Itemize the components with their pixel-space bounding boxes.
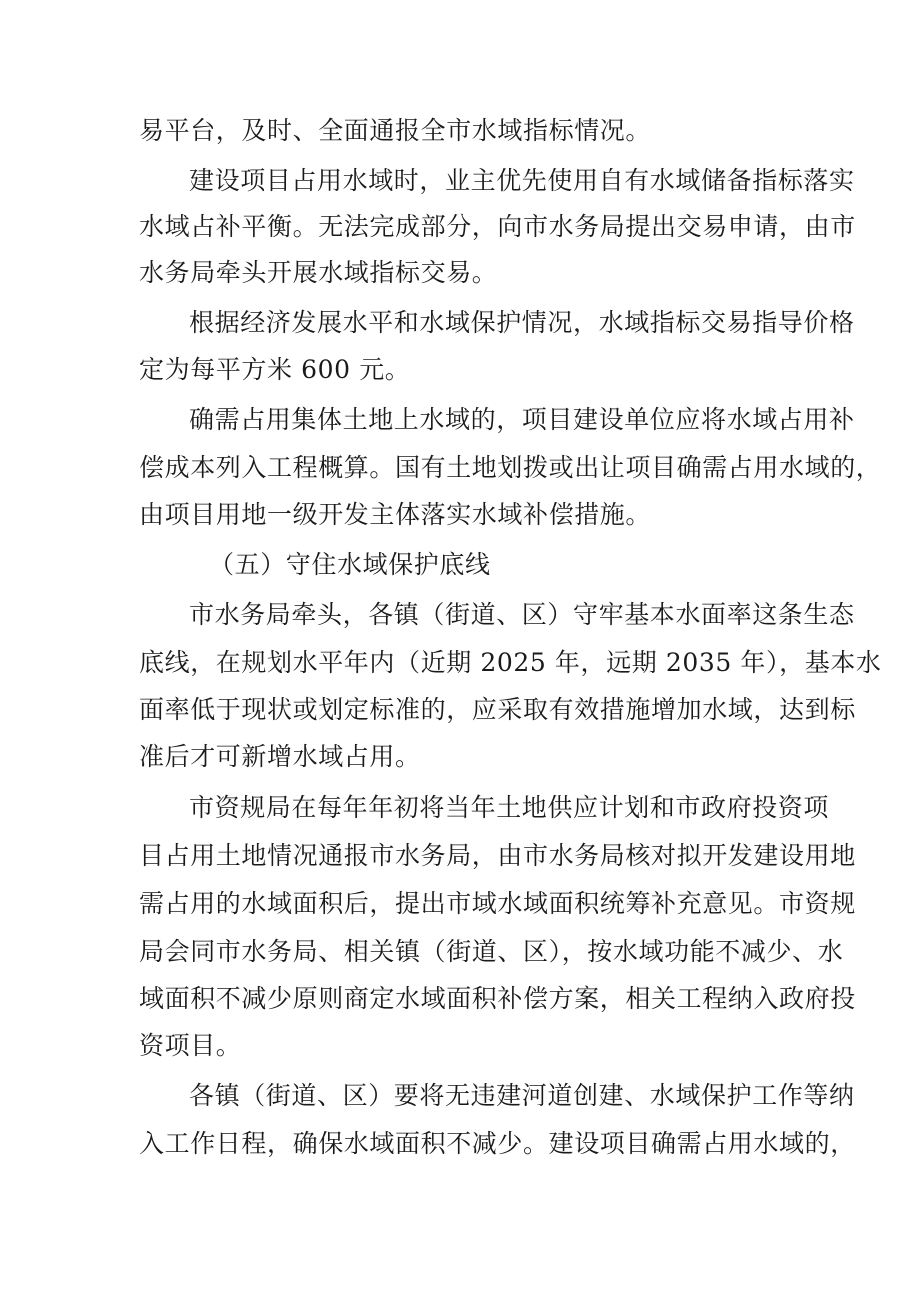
paragraph-first-line: 各镇（街道、区）要将无违建河道创建、水域保护工作等纳 [189,1081,855,1110]
paragraph-first-line: 市水务局牵头，各镇（街道、区）守牢基本水面率这条生态 [189,600,855,629]
text-line: 局会同市水务局、相关镇（街道、区），按水域功能不减少、水 [139,937,844,966]
paragraph-first-line: 市资规局在每年年初将当年土地供应计划和市政府投资项 [189,793,830,822]
text-line: 偿成本列入工程概算。国有土地划拨或出让项目确需占用水域的， [139,453,882,482]
paragraph-first-line: 建设项目占用水域时，业主优先使用自有水域储备指标落实 [189,166,855,195]
text-line: 入工作日程，确保水域面积不减少。建设项目确需占用水域的， [139,1129,856,1158]
text-line: 目占用土地情况通报市水务局，由市水务局核对拟开发建设用地 [139,841,856,870]
paragraph-first-line: 根据经济发展水平和水域保护情况，水域指标交易指导价格 [189,308,855,337]
text-line: 需占用的水域面积后，提出市域水域面积统筹补充意见。市资规 [139,889,856,918]
text-line: 资项目。 [139,1031,242,1060]
section-heading: （五）守住水域保护底线 [209,550,491,579]
text-line: 水务局牵头开展水域指标交易。 [139,258,498,287]
text-line: 由项目用地一级开发主体落实水域补偿措施。 [139,500,652,529]
text-line: 底线，在规划水平年内（近期 2025 年，远期 2035 年），基本水 [139,648,882,677]
text-line: 定为每平方米 600 元。 [139,355,411,384]
text-line: 域面积不减少原则商定水域面积补偿方案，相关工程纳入政府投 [139,984,856,1013]
text-line: 易平台，及时、全面通报全市水域指标情况。 [139,116,652,145]
text-line: 面率低于现状或划定标准的，应采取有效措施增加水域，达到标 [139,695,856,724]
paragraph-first-line: 确需占用集体土地上水域的，项目建设单位应将水域占用补 [189,405,855,434]
text-line: 准后才可新增水域占用。 [139,742,421,771]
text-line: 水域占补平衡。无法完成部分，向市水务局提出交易申请，由市 [139,212,856,241]
